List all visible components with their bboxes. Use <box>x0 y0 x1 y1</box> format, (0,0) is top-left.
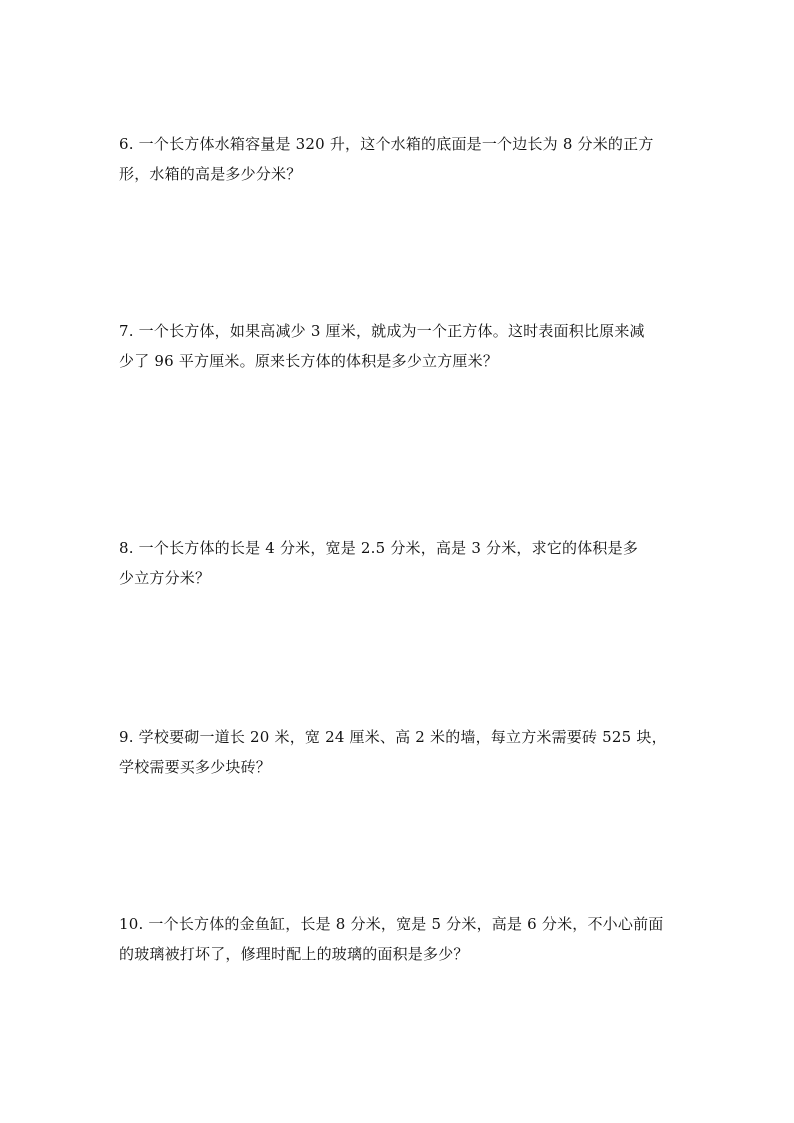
problem-8-line-1: 8. 一个长方体的长是 4 分米，宽是 2.5 分米，高是 3 分米，求它的体积是多 <box>119 539 639 557</box>
problem-10 <box>119 909 679 969</box>
problem-9-line-1: 9. 学校要砌一道长 20 米，宽 24 厘米、高 2 米的墙，每立方米需要砖 525 块， <box>119 728 667 746</box>
problem-9-line-2: 学校需要买多少块砖？ <box>119 758 272 776</box>
problem-10-line-1: 10. 一个长方体的金鱼缸，长是 8 分米，宽是 5 分米，高是 6 分米，不小心前面 <box>119 915 664 933</box>
problem-8 <box>119 533 679 593</box>
problem-6 <box>119 129 679 189</box>
problem-7 <box>119 316 679 376</box>
problem-6-line-2: 形，水箱的高是多少分米？ <box>119 165 302 183</box>
problem-6-line-1: 6. 一个长方体水箱容量是 320 升，这个水箱的底面是一个边长为 8 分米的正方 <box>119 135 654 153</box>
problem-7-line-2: 少了 96 平方厘米。原来长方体的体积是多少立方厘米？ <box>119 352 499 370</box>
problem-9 <box>119 722 679 782</box>
problem-10-line-2: 的玻璃被打坏了，修理时配上的玻璃的面积是多少？ <box>119 945 469 963</box>
problem-8-line-2: 少立方分米？ <box>119 569 211 587</box>
problem-7-line-1: 7. 一个长方体，如果高减少 3 厘米，就成为一个正方体。这时表面积比原来减 <box>119 322 645 340</box>
